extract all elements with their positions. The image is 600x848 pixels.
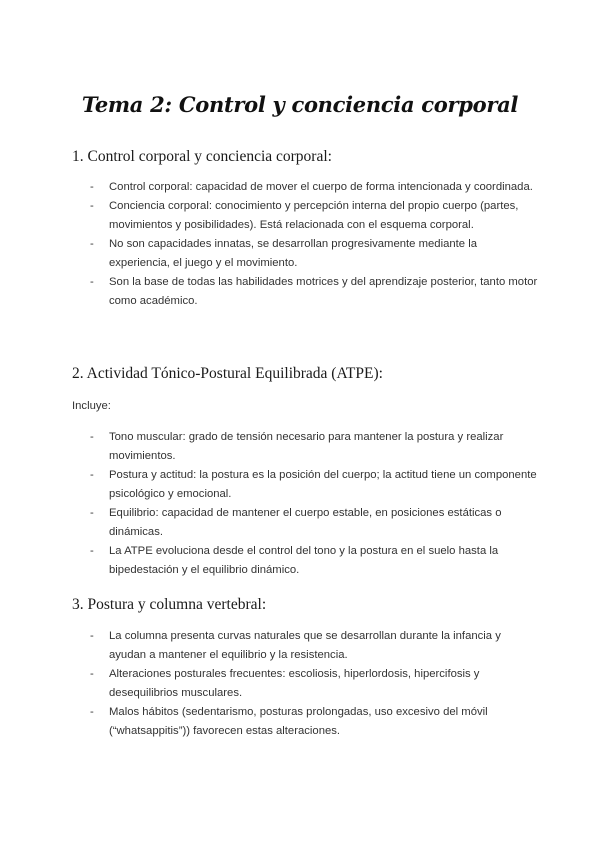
list-item [90, 627, 538, 665]
list-item-text: Conciencia corporal: conocimiento y percepción interna del propio cuerpo (partes, movimientos y posibilidades). Está relacionada con el esquema corporal. [109, 200, 519, 231]
document-title: Tema 2: Control y conciencia corporal [81, 92, 519, 117]
list-item [90, 178, 538, 197]
section-1-heading: 1. Control corporal y conciencia corporal: [72, 148, 332, 165]
section-2-list [90, 428, 538, 580]
bullet-marker: - [90, 706, 94, 718]
list-item [90, 428, 538, 466]
list-item [90, 542, 538, 580]
bullet-marker: - [90, 545, 94, 557]
bullet-marker: - [90, 507, 94, 519]
list-item-text: Postura y actitud: la postura es la posición del cuerpo; la actitud tiene un componente psicológico y emocional. [109, 469, 537, 500]
list-item-text: Alteraciones posturales frecuentes: escoliosis, hiperlordosis, hipercifosis y desequilibrios musculares. [109, 668, 480, 699]
bullet-marker: - [90, 469, 94, 481]
section-3-list [90, 627, 538, 741]
bullet-marker: - [90, 668, 94, 680]
list-item [90, 197, 538, 235]
list-item [90, 665, 538, 703]
section-1-list [90, 178, 538, 311]
section-2-intro: Incluye: [72, 400, 111, 412]
bullet-marker: - [90, 181, 94, 193]
bullet-marker: - [90, 630, 94, 642]
list-item [90, 273, 538, 311]
list-item [90, 504, 538, 542]
section-3-heading: 3. Postura y columna vertebral: [72, 596, 267, 613]
list-item-text: No son capacidades innatas, se desarrollan progresivamente mediante la experiencia, el juego y el movimiento. [109, 238, 477, 269]
list-item-text: Malos hábitos (sedentarismo, posturas prolongadas, uso excesivo del móvil (“whatsappitis”)) favorecen estas alteraciones. [109, 706, 488, 737]
list-item-text: Son la base de todas las habilidades motrices y del aprendizaje posterior, tanto motor como académico. [109, 276, 538, 307]
bullet-marker: - [90, 276, 94, 288]
bullet-marker: - [90, 431, 94, 443]
list-item-text: Control corporal: capacidad de mover el cuerpo de forma intencionada y coordinada. [109, 181, 533, 193]
list-item [90, 703, 538, 741]
list-item [90, 466, 538, 504]
list-item-text: Tono muscular: grado de tensión necesario para mantener la postura y realizar movimientos. [109, 431, 504, 462]
list-item-text: Equilibrio: capacidad de mantener el cuerpo estable, en posiciones estáticas o dinámicas. [109, 507, 502, 538]
list-item-text: La ATPE evoluciona desde el control del tono y la postura en el suelo hasta la bipedestación y el equilibrio dinámico. [109, 545, 499, 576]
list-item [90, 235, 538, 273]
bullet-marker: - [90, 200, 94, 212]
section-2-heading: 2. Actividad Tónico-Postural Equilibrada (ATPE): [72, 365, 383, 382]
list-item-text: La columna presenta curvas naturales que se desarrollan durante la infancia y ayudan a mantener el equilibrio y la resistencia. [109, 630, 501, 661]
bullet-marker: - [90, 238, 94, 250]
